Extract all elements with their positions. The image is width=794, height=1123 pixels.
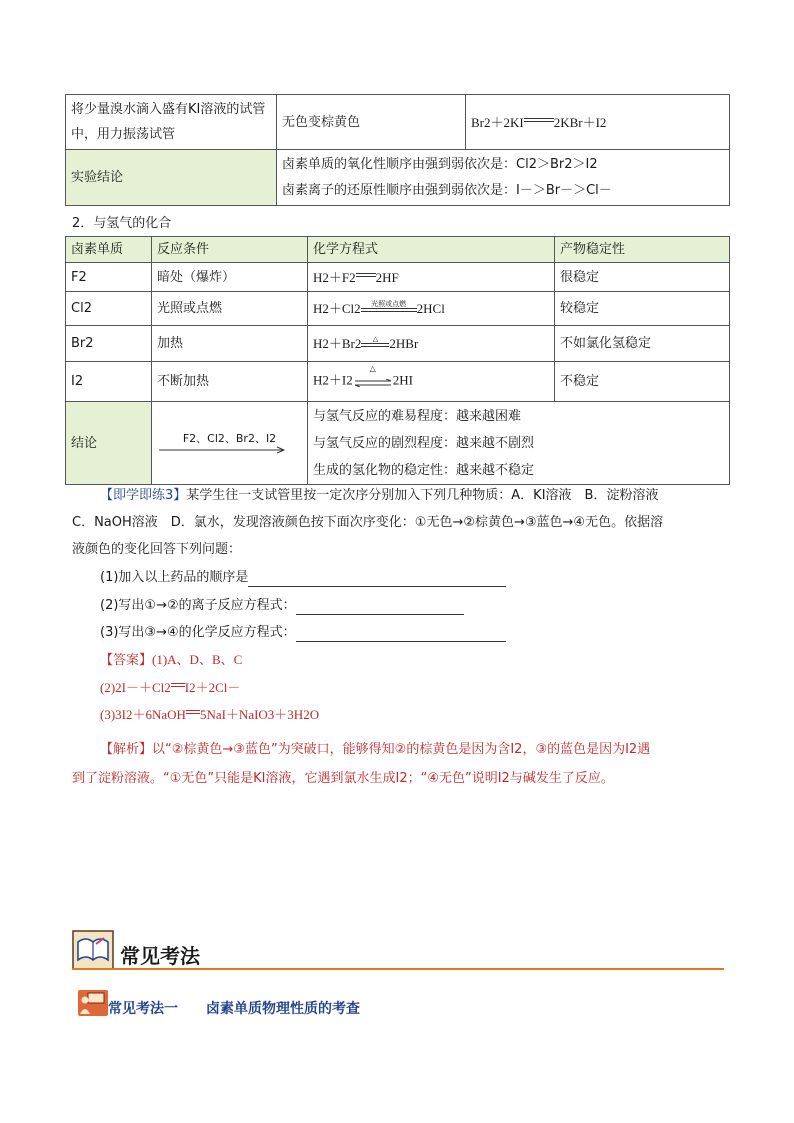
- header-condition: 反应条件: [152, 237, 308, 263]
- right-arrow-icon: [157, 446, 287, 454]
- analysis-line-1: 【解析】以“②棕黄色→③蓝色”为突破口，能够得知②的棕黄色是因为含I2，③的蓝色是因为I2遇: [100, 742, 651, 757]
- answer-blank-2[interactable]: [296, 600, 464, 615]
- method-label: 常见考法一: [108, 1001, 178, 1017]
- header-equation: 化学方程式: [308, 237, 555, 263]
- conclusion-label-cell: [66, 150, 277, 206]
- equation-left: Br2＋2KI: [471, 114, 524, 130]
- stability-cell: 较稳定: [555, 292, 730, 326]
- oxidation-order: 卤素单质的氧化性顺序由强到弱依次是：Cl2＞Br2＞I2: [282, 156, 598, 172]
- condition-cell: 加热: [152, 326, 308, 362]
- answer-blank-3[interactable]: [296, 627, 506, 642]
- analysis-line-2: 到了淀粉溶液。“①无色”只能是KI溶液，它遇到氯水生成I2；“④无色”说明I2与碱发生了反应。: [72, 771, 614, 786]
- question-3: (3)写出③→④的化学反应方程式：: [100, 624, 506, 642]
- halogen-sequence: F2、Cl2、Br2、I2: [182, 432, 277, 445]
- trend-arrow-cell: [152, 402, 308, 485]
- trend-conclusion-cell: [308, 402, 730, 485]
- book-icon: [72, 930, 114, 970]
- condition-cell: 暗处（爆炸）: [152, 263, 308, 292]
- element-cell: I2: [66, 362, 152, 402]
- answer-line-3: (3)3I2＋6NaOH 5NaI＋NaIO3＋3H2O: [100, 707, 320, 722]
- stability-cell: 不稳定: [555, 362, 730, 402]
- equation-cell: H2＋F2 2HF: [308, 263, 555, 292]
- exercise-tag: 【即学即练3】: [100, 488, 187, 503]
- answer-tag: 【答案】: [100, 653, 153, 668]
- element-cell: Cl2: [66, 292, 152, 326]
- analysis-tag: 【解析】: [100, 742, 153, 757]
- condition-cell: 不断加热: [152, 362, 308, 402]
- question-2: (2)写出①→②的离子反应方程式：: [100, 597, 464, 615]
- section-header-title: 常见考法: [120, 944, 200, 968]
- equation-cell: [466, 95, 730, 150]
- conclusion-label: 实验结论: [71, 170, 124, 185]
- exercise-line-2: C．NaOH溶液 D．氯水，发现溶液颜色按下面次序变化：①无色→②棕黄色→③蓝色→④无色。依据溶: [72, 515, 664, 530]
- element-cell: Br2: [66, 326, 152, 362]
- reversible-arrow: △: [353, 365, 393, 392]
- equation-cell: H2＋Cl2 光照或点燃 2HCl: [308, 292, 555, 326]
- section-2-title: 2．与氢气的化合: [72, 216, 172, 231]
- experiment-table: [65, 94, 730, 206]
- difficulty-trend: 与氢气反应的难易程度：越来越困难: [313, 408, 522, 424]
- question-1: (1)加入以上药品的顺序是: [100, 569, 506, 587]
- teacher-icon: [78, 990, 108, 1016]
- condition-cell: 光照或点燃: [152, 292, 308, 326]
- answer-line-1: 【答案】(1)A、D、B、C: [100, 652, 243, 668]
- intensity-trend: 与氢气反应的剧烈程度：越来越不剧烈: [313, 435, 535, 451]
- table-row: [66, 263, 730, 292]
- header-element: 卤素单质: [66, 237, 152, 263]
- phenomenon-text: 无色变棕黄色: [282, 114, 361, 130]
- reduction-order: 卤素离子的还原性顺序由强到弱依次是：I－＞Br－＞Cl－: [282, 182, 612, 198]
- element-cell: F2: [66, 263, 152, 292]
- operation-cell: [66, 95, 277, 150]
- phenomenon-cell: [277, 95, 466, 150]
- equation-right: 2KBr＋I2: [553, 114, 607, 130]
- exercise-line-1: 【即学即练3】某学生往一支试管里按一定次序分别加入下列几种物质：A．KI溶液 B．淀粉溶液: [100, 488, 659, 503]
- table-row: [66, 362, 730, 402]
- conclusion-label-cell: 结论: [66, 402, 152, 485]
- stability-trend: 生成的氢化物的稳定性：越来越不稳定: [313, 462, 535, 478]
- exercise-line-3: 液颜色的变化回答下列问题：: [72, 542, 242, 557]
- conclusion-cell: [277, 150, 730, 206]
- answer-blank-1[interactable]: [248, 572, 506, 587]
- hydrogen-table: [65, 236, 730, 485]
- section-header-rule: [72, 968, 724, 970]
- equals-sign: [524, 118, 554, 122]
- table-row: [66, 292, 730, 326]
- stability-cell: 不如氯化氢稳定: [555, 326, 730, 362]
- stability-cell: 很稳定: [555, 263, 730, 292]
- operation-text: 将少量溴水滴入盛有KI溶液的试管中，用力振荡试管: [71, 102, 266, 142]
- answer-line-2: (2)2I－＋Cl2 I2＋2Cl－: [100, 680, 241, 695]
- equation-cell: H2＋I2 △ 2HI: [308, 362, 555, 402]
- header-stability: 产物稳定性: [555, 237, 730, 263]
- table-row: [66, 326, 730, 362]
- equation-cell: H2＋Br2 △ 2HBr: [308, 326, 555, 362]
- method-title: 卤素单质物理性质的考查: [206, 1001, 360, 1017]
